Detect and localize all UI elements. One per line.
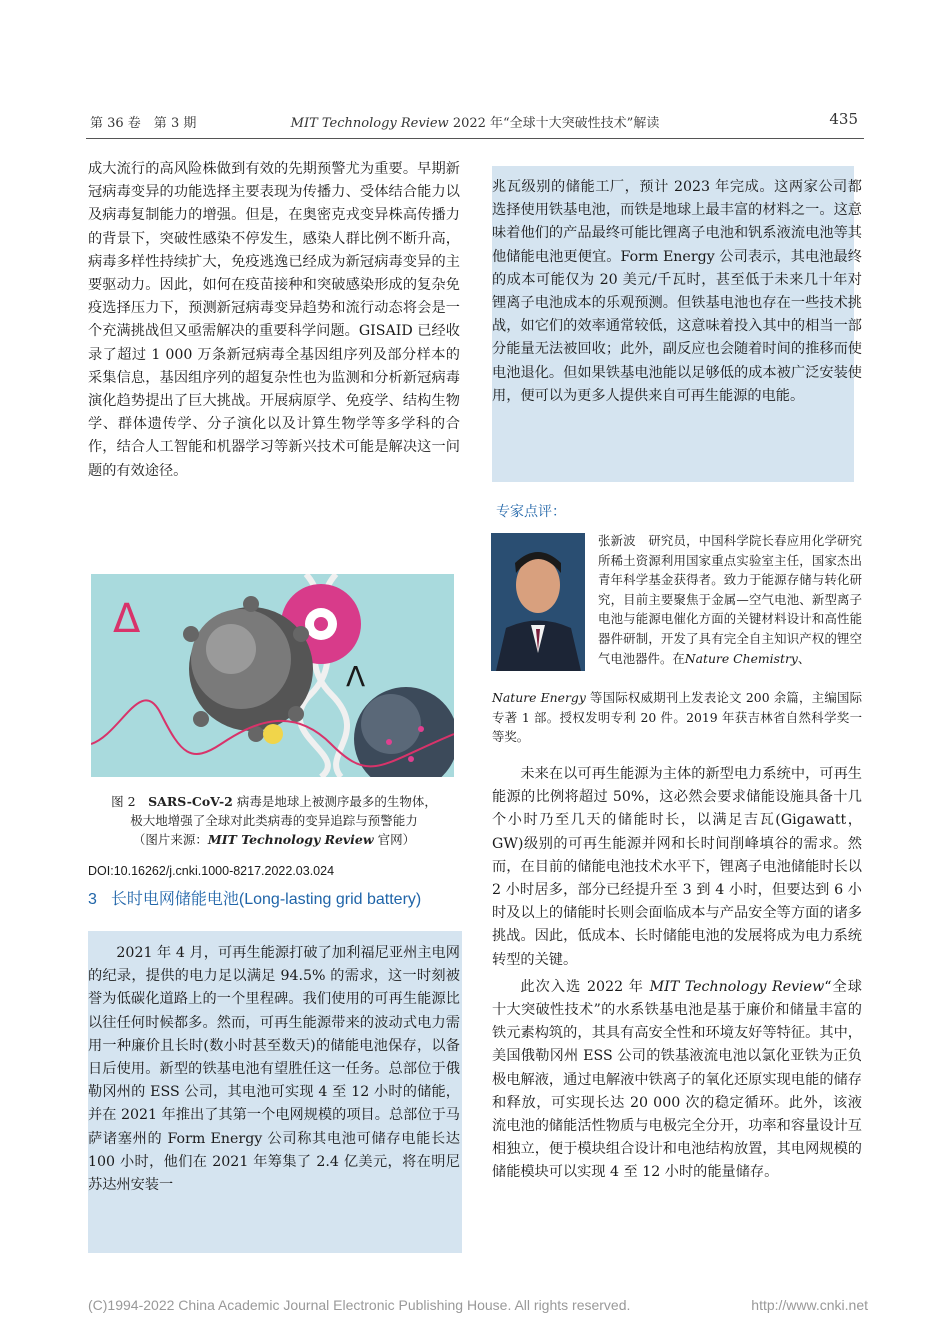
figure-label-delta: Δ bbox=[113, 596, 141, 642]
figure-caption bbox=[88, 792, 460, 849]
shaded-right-text bbox=[492, 176, 862, 408]
caption-rest: 病毒是地球上被测序最多的生物体， bbox=[232, 794, 437, 809]
expert-bio-top bbox=[598, 531, 862, 668]
bio-text-top: 张新波 研究员，中国科学院长春应用化学研究所稀土资源利用国家重点实验室主任，国家杰出青年科学基金获得者。致力于能源存储与转化研究，目前主要聚焦于金属—空气电池、新型离子电池与能源电催化方面的关键材料设计和高性能器件研制，开发了具有完全自主知识产权的锂空气电池器件。在 bbox=[598, 533, 862, 666]
right-paragraph-2 bbox=[492, 976, 862, 1185]
footer-url[interactable]: http://www.cnki.net bbox=[751, 1297, 868, 1313]
journal-volume: 第 36 卷 第 3 期 bbox=[90, 116, 197, 131]
expert-photo bbox=[491, 533, 585, 671]
section-title-text: 长时电网储能电池(Long-lasting grid battery) bbox=[110, 891, 422, 908]
section-title bbox=[88, 886, 463, 909]
caption-prefix: 图 2 bbox=[111, 794, 149, 809]
shaded-left-text bbox=[88, 942, 460, 1197]
bio-journal-2: Nature Energy bbox=[492, 690, 586, 705]
right-paragraph-1: 未来在以可再生能源为主体的新型电力系统中，可再生能源的比例将超过 50%，这必然会要求储能设施具备十几个小时乃至几天的储能时长，以满足吉瓦(Gigawatt，GW)级别的可再生能源并网和长时间削峰填谷的需求。然而，在目前的储能电池技术水平下，锂离子电池储能时长以 2 小时居多，部分已经提升至 3 到 4 小时，但要达到 6 小时及以上的储能时长则会面临成本与产品安全等方面的诸多挑战。因此，低成本、长时储能电池的发展将成为电力系统转型的关键。 bbox=[492, 766, 862, 968]
bio-journal-1: Nature Chemistry bbox=[684, 650, 798, 666]
expert-heading: 专家点评： bbox=[496, 504, 566, 520]
figure-label-lambda: Λ bbox=[346, 660, 366, 693]
left-column-text bbox=[88, 158, 460, 483]
expert-bio-bottom bbox=[492, 688, 862, 747]
para2-start: 此次入选 2022 年 bbox=[520, 978, 650, 995]
running-title-italic: MIT Technology Review bbox=[290, 116, 449, 131]
caption-line-2: 极大地增强了全球对此类病毒的变异追踪与预警能力 bbox=[130, 813, 418, 828]
running-title-rest: 2022 年“全球十大突破性技术”解读 bbox=[448, 116, 660, 131]
caption-source-prefix: （图片来源： bbox=[132, 832, 208, 847]
footer bbox=[88, 1297, 868, 1313]
virus-illustration bbox=[91, 574, 454, 777]
para2-rest: “全球十大突破性技术”的水系铁基电池是基于廉价和储量丰富的铁元素构筑的，其具有高安全性和环境友好等特征。其中，美国俄勒冈州 ESS 公司的铁基液流电池以氯化亚铁为正负极电解液，通过电解液中铁离子的氧化还原实现电能的储存和释放，可实现长达 20 000 次的稳定循环。此外，该液流电池的储能活性物质与电极完全分开，功率和容量设计互相独立，便于模块组合设计和电池结构放置，其电网规模的储能模块可以实现 4 至 12 小时的能量储存。 bbox=[492, 978, 862, 1181]
bio-text-bottom: 等国际权威期刊上发表论文 200 余篇，主编国际专著 1 部。授权发明专利 20 件。2019 年获吉林省自然科学奖一等奖。 bbox=[492, 690, 862, 745]
yellow-virus-icon bbox=[263, 724, 283, 744]
footer-copyright: (C)1994-2022 China Academic Journal Electronic Publishing House. All rights reserved. bbox=[88, 1297, 631, 1313]
para2-journal: MIT Technology Review bbox=[649, 978, 825, 995]
bio-sep: 、 bbox=[797, 650, 811, 666]
doi-text: DOI:10.16262/j.cnki.1000-8217.2022.03.024 bbox=[88, 864, 335, 878]
shaded-right-paragraph: 兆瓦级别的储能工厂，预计 2023 年完成。这两家公司都选择使用铁基电池，而铁是地球上最丰富的材料之一。这意味着他们的产品最终可能比锂离子电池和钒系液流电池等其他储能电池更便宜。Form Energy 公司表示，其电池最终的成本可能仅为 20 美元/千瓦时，甚至低于未来几十年对锂离子电池成本的乐观预测。但铁基电池也存在一些技术挑战，如它们的效率通常较低，这意味着投入其中的相当一部分能量无法被回收；此外，副反应也会随着时间的推移而使电池退化。但如果铁基电池能以足够低的成本被广泛安装使用，便可以为更多人提供来自可再生能源的电能。 bbox=[492, 179, 862, 404]
caption-source-journal: MIT Technology Review bbox=[207, 832, 374, 847]
portrait-image bbox=[491, 533, 585, 671]
caption-bold: SARS-CoV-2 bbox=[148, 794, 233, 809]
caption-source-rest: 官网） bbox=[373, 832, 416, 847]
figure-virus-image bbox=[91, 574, 454, 777]
section-number: 3 bbox=[88, 891, 97, 908]
right-column-text bbox=[492, 763, 862, 1185]
left-paragraph-1: 成大流行的高风险株做到有效的先期预警尤为重要。早期新冠病毒变异的功能选择主要表现为传播力、受体结合能力以及病毒复制能力的增强。但是，在奥密克戎变异株高传播力的背景下，突破性感染不停发生，感染人群比例不断升高，病毒多样性持续扩大，免疫逃逸已经成为新冠病毒变异的主要驱动力。因此，如何在疫苗接种和突破感染形成的复杂免疫选择压力下，预测新冠病毒变异趋势和流行动态将会是一个充满挑战但又亟需解决的重要科学问题。GISAID 已经收录了超过 1 000 万条新冠病毒全基因组序列及部分样本的采集信息，基因组序列的超复杂性也为监测和分析新冠病毒演化趋势提出了巨大挑战。开展病原学、免疫学、结构生物学、群体遗传学、分子演化以及计算生物学等多学科的合作，结合人工智能和机器学习等新兴技术可能是解决这一问题的有效途径。 bbox=[88, 161, 460, 479]
running-title bbox=[0, 112, 950, 131]
shaded-left-paragraph: 2021 年 4 月，可再生能源打破了加利福尼亚州主电网的纪录，提供的电力足以满足 94.5% 的需求，这一时刻被誉为低碳化道路上的一个里程碑。我们使用的可再生能源比以往任何时候都多。然而，可再生能源带来的波动式电力需用一种廉价且长时(数小时甚至数天)的储能电池保存，以备日后使用。新型的铁基电池有望胜任这一任务。总部位于俄勒冈州的 ESS 公司，其电池可实现 4 至 12 小时的储能，并在 2021 年推出了其第一个电网规模的项目。总部位于马萨诸塞州的 Form Energy 公司称其电池可储存电能长达 100 小时，他们在 2021 年筹集了 2.4 亿美元，将在明尼苏达州安装一 bbox=[88, 945, 460, 1194]
header-rule bbox=[86, 138, 864, 139]
page-number: 435 bbox=[829, 110, 858, 128]
